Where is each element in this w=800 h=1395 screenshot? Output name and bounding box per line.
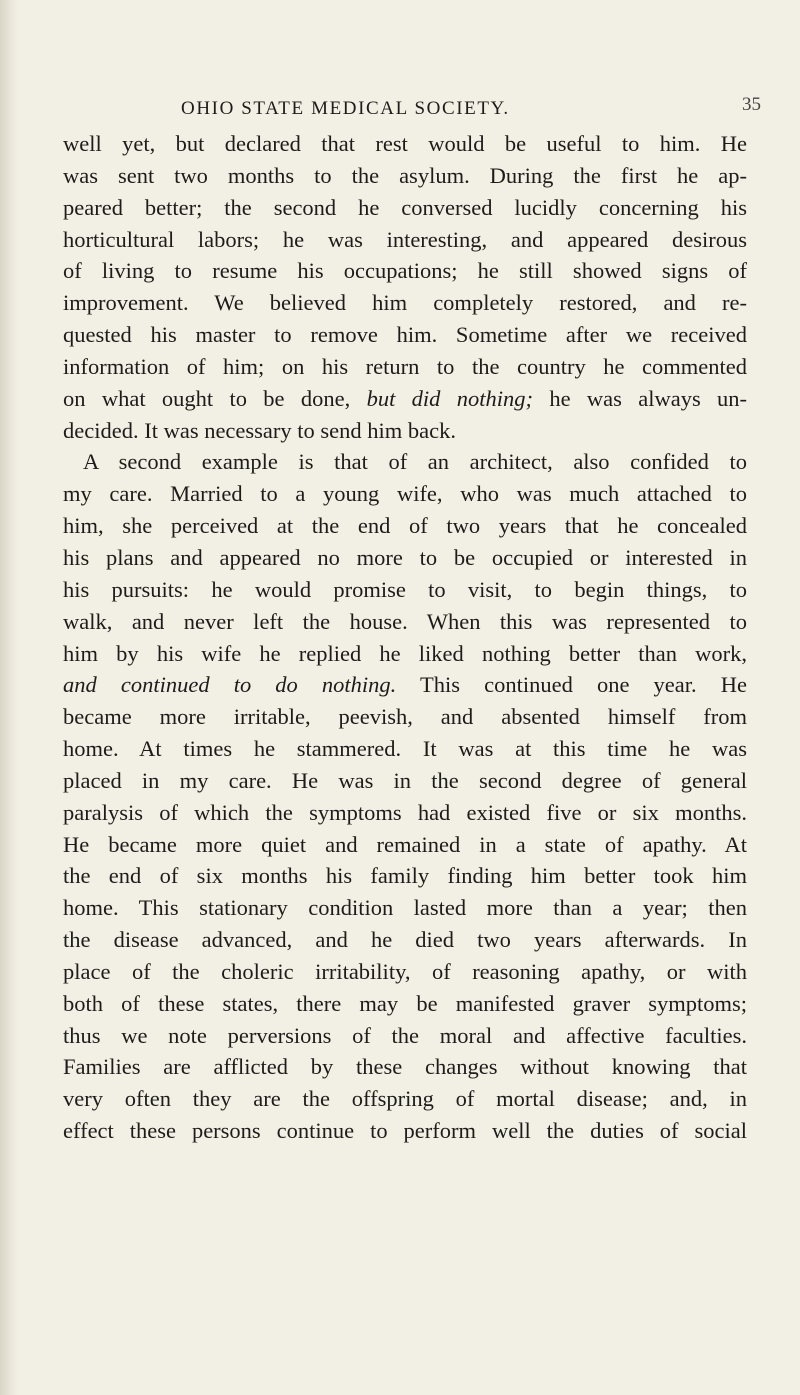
italic-phrase: and continued to do nothing.: [63, 672, 397, 698]
text-line: very often they are the offspring of mortal disease; and, in: [63, 1086, 747, 1112]
text-line: him by his wife he replied he liked nothing better than work,: [63, 640, 747, 666]
text-line: information of him; on his return to the country he commented: [63, 353, 747, 379]
text-line: the disease advanced, and he died two years afterwards. In: [63, 927, 747, 953]
text-line: the end of six months his family finding him better took him: [63, 863, 747, 889]
text-line: improvement. We believed him completely restored, and re-: [63, 290, 747, 316]
text-line: He became more quiet and remained in a state of apathy. At: [63, 831, 747, 857]
page-spine-shadow: [0, 0, 18, 1395]
text-line: his plans and appeared no more to be occupied or interested in: [63, 544, 747, 570]
text-line: walk, and never left the house. When this was represented to: [63, 608, 747, 634]
running-head-title: OHIO STATE MEDICAL SOCIETY.: [181, 98, 510, 119]
text-line: well yet, but declared that rest would be useful to him. He: [63, 131, 747, 156]
paragraph-start-line: A second example is that of an architect, also confided to: [83, 449, 747, 475]
text-line: place of the choleric irritability, of reasoning apathy, or with: [63, 958, 747, 984]
text-line: was sent two months to the asylum. During the first he ap-: [63, 162, 747, 188]
text-line: thus we note perversions of the moral and affective faculties.: [63, 1022, 747, 1048]
text-line: him, she perceived at the end of two years that he concealed: [63, 513, 747, 539]
italic-phrase: but did nothing;: [366, 385, 533, 411]
body-text: [63, 128, 747, 1147]
text-line: his pursuits: he would promise to visit, to begin things, to: [63, 576, 747, 602]
text-line: and continued to do nothing. This continued one year. He: [63, 672, 747, 698]
paragraph-end-line: decided. It was necessary to send him back.: [63, 417, 456, 443]
text-line: placed in my care. He was in the second degree of general: [63, 767, 747, 793]
text-line: paralysis of which the symptoms had existed five or six months.: [63, 799, 747, 825]
text-line: effect these persons continue to perform well the duties of social: [63, 1118, 747, 1144]
text-line: home. At times he stammered. It was at this time he was: [63, 736, 747, 762]
text-line: became more irritable, peevish, and absented himself from: [63, 704, 747, 730]
text-line: on what ought to be done, but did nothing; he was always un-: [63, 385, 748, 411]
text-line: both of these states, there may be manifested graver symptoms;: [63, 990, 747, 1016]
text-line: horticultural labors; he was interesting, and appeared desirous: [63, 226, 747, 252]
text-line: peared better; the second he conversed lucidly concerning his: [63, 194, 747, 220]
text-line: home. This stationary condition lasted more than a year; then: [63, 895, 747, 921]
text-line: my care. Married to a young wife, who was much attached to: [63, 481, 747, 507]
text-line: Families are afflicted by these changes without knowing that: [63, 1054, 747, 1080]
text-line: of living to resume his occupations; he still showed signs of: [63, 258, 747, 284]
page-number: 35: [742, 94, 761, 115]
running-head: [0, 92, 800, 126]
text-line: quested his master to remove him. Sometime after we received: [63, 322, 747, 348]
